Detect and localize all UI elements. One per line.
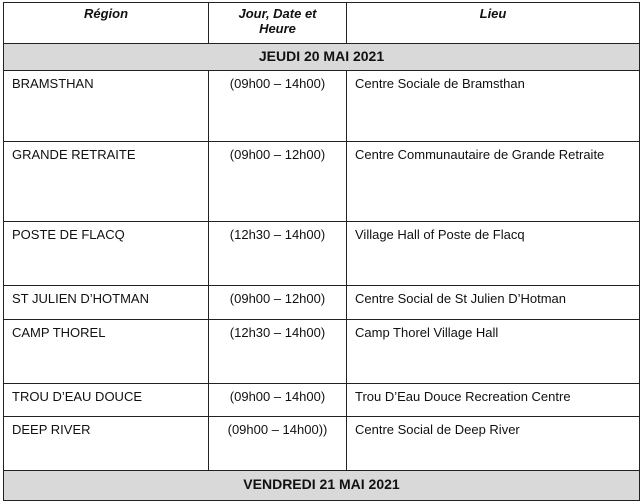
table-row: [4, 71, 640, 142]
table-row: [4, 222, 640, 286]
schedule-table: [3, 2, 640, 501]
table-row: [4, 384, 640, 417]
region-cell: GRANDE RETRAITE: [4, 142, 209, 222]
location-cell: Camp Thorel Village Hall: [347, 320, 640, 384]
location-cell: Centre Social de Deep River: [347, 417, 640, 471]
header-location: Lieu: [347, 3, 640, 44]
next-date-heading-row: [4, 471, 640, 501]
table-row: [4, 417, 640, 471]
header-date-time: Jour, Date et Heure: [209, 3, 347, 44]
header-row: [4, 3, 640, 44]
region-cell: ST JULIEN D’HOTMAN: [4, 286, 209, 320]
location-cell: Trou D’Eau Douce Recreation Centre: [347, 384, 640, 417]
time-cell: (12h30 – 14h00): [209, 222, 347, 286]
date-heading: JEUDI 20 MAI 2021: [4, 44, 640, 71]
date-heading-row: [4, 44, 640, 71]
region-cell: POSTE DE FLACQ: [4, 222, 209, 286]
header-region: Région: [4, 3, 209, 44]
time-cell: (09h00 – 14h00): [209, 71, 347, 142]
next-date-heading: VENDREDI 21 MAI 2021: [4, 471, 640, 501]
time-cell: (09h00 – 12h00): [209, 142, 347, 222]
region-cell: DEEP RIVER: [4, 417, 209, 471]
location-cell: Village Hall of Poste de Flacq: [347, 222, 640, 286]
time-cell: (09h00 – 14h00)): [209, 417, 347, 471]
region-cell: CAMP THOREL: [4, 320, 209, 384]
table-row: [4, 286, 640, 320]
time-cell: (09h00 – 12h00): [209, 286, 347, 320]
region-cell: BRAMSTHAN: [4, 71, 209, 142]
region-cell: TROU D’EAU DOUCE: [4, 384, 209, 417]
location-cell: Centre Social de St Julien D’Hotman: [347, 286, 640, 320]
table-row: [4, 320, 640, 384]
table-row: [4, 142, 640, 222]
time-cell: (09h00 – 14h00): [209, 384, 347, 417]
location-cell: Centre Communautaire de Grande Retraite: [347, 142, 640, 222]
location-cell: Centre Sociale de Bramsthan: [347, 71, 640, 142]
time-cell: (12h30 – 14h00): [209, 320, 347, 384]
